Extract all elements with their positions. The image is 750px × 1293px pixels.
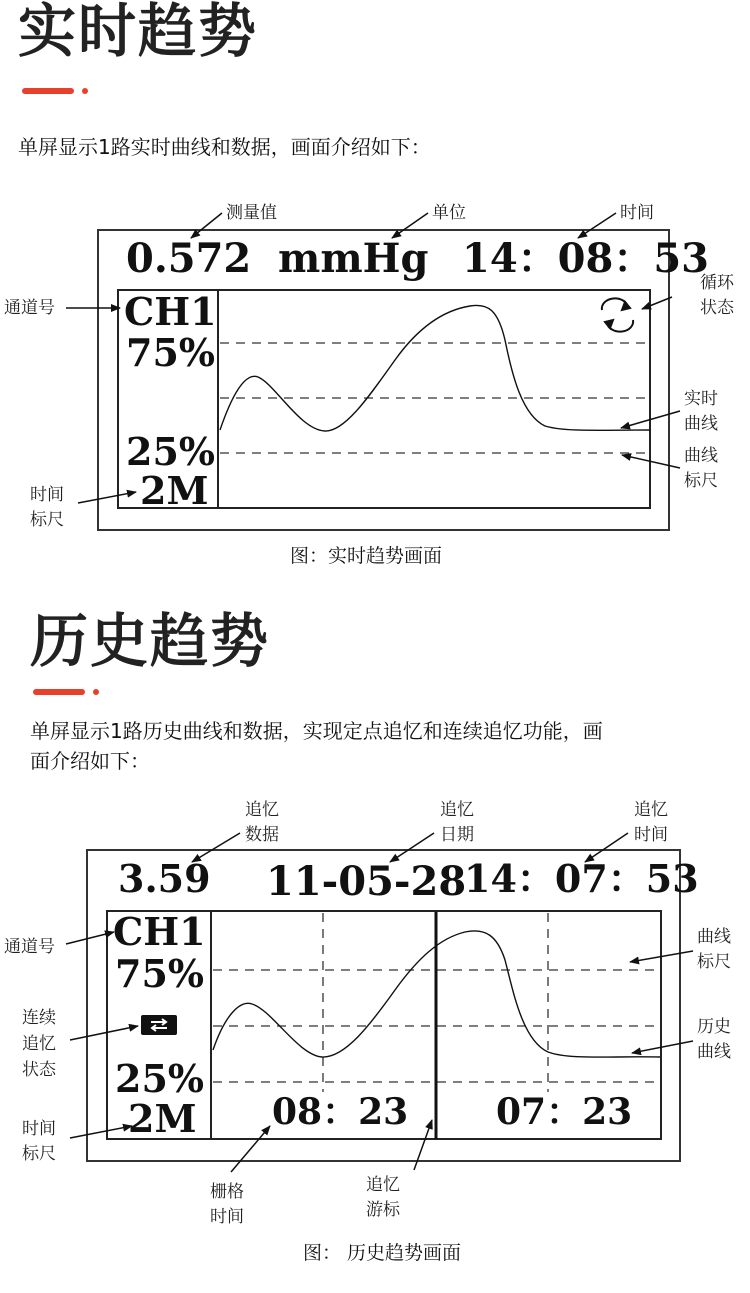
label-curve-2: 曲线 bbox=[684, 414, 718, 434]
pct-bottom: 25% bbox=[126, 429, 215, 474]
scale-grid-lines bbox=[220, 343, 650, 453]
realtime-intro: 单屏显示1路实时曲线和数据，画面介绍如下： bbox=[18, 135, 431, 159]
time-scale: 2M bbox=[128, 1096, 197, 1141]
label-cycle-1: 循环 bbox=[700, 273, 734, 293]
label-recall-data-2: 数据 bbox=[245, 825, 279, 845]
label-recall-date-1: 追忆 bbox=[440, 800, 474, 820]
label-tscale-1: 时间 bbox=[30, 485, 64, 505]
measured-value: 0.572 bbox=[126, 235, 252, 282]
history-caption: 图： 历史趋势画面 bbox=[303, 1242, 462, 1264]
label-recall-time-2: 时间 bbox=[634, 825, 668, 845]
grid-time-right: 07：23 bbox=[496, 1091, 633, 1133]
label-tscale-1: 时间 bbox=[22, 1119, 56, 1139]
history-intro-line1: 单屏显示1路历史曲线和数据，实现定点追忆和连续追忆功能，画 bbox=[30, 719, 603, 743]
label-scale-2: 标尺 bbox=[684, 471, 718, 491]
grid-time-left: 08：23 bbox=[272, 1091, 409, 1133]
label-grid-1: 栅格 bbox=[210, 1182, 244, 1202]
label-scale-2: 标尺 bbox=[697, 952, 731, 972]
label-cont-3: 状态 bbox=[22, 1060, 56, 1080]
realtime-curve bbox=[220, 305, 650, 431]
recall-time: 14：07：53 bbox=[464, 856, 699, 901]
label-tscale-2: 标尺 bbox=[30, 510, 64, 530]
recall-date: 11-05-28 bbox=[266, 858, 467, 905]
label-scale-1: 曲线 bbox=[697, 927, 731, 947]
unit-value: mmHg bbox=[278, 235, 429, 282]
label-unit: 单位 bbox=[432, 203, 466, 223]
time-scale: 2M bbox=[140, 468, 209, 513]
pct-bottom: 25% bbox=[115, 1056, 204, 1101]
label-curve-2: 曲线 bbox=[697, 1042, 731, 1062]
label-recall-data-1: 追忆 bbox=[245, 800, 279, 820]
label-measured: 测量值 bbox=[226, 203, 277, 223]
label-curve-1: 实时 bbox=[684, 389, 718, 409]
label-recall-time-1: 追忆 bbox=[634, 800, 668, 820]
recall-value: 3.59 bbox=[118, 856, 211, 901]
realtime-title: 实时趋势 bbox=[18, 0, 259, 65]
label-curve-1: 历史 bbox=[697, 1017, 731, 1037]
history-intro-line2: 面介绍如下： bbox=[30, 749, 150, 773]
realtime-caption: 图：实时趋势画面 bbox=[290, 545, 443, 567]
channel-value: CH1 bbox=[113, 909, 206, 954]
label-cycle-2: 状态 bbox=[700, 298, 734, 318]
label-cont-1: 连续 bbox=[22, 1008, 56, 1028]
channel-value: CH1 bbox=[124, 289, 217, 334]
label-cursor-2: 游标 bbox=[366, 1200, 400, 1220]
label-time: 时间 bbox=[620, 203, 654, 223]
label-scale-1: 曲线 bbox=[684, 446, 718, 466]
label-cursor-1: 追忆 bbox=[366, 1175, 400, 1195]
label-channel: 通道号 bbox=[4, 937, 55, 957]
label-channel: 通道号 bbox=[4, 298, 55, 318]
history-title: 历史趋势 bbox=[30, 607, 271, 675]
cycle-icon bbox=[602, 298, 633, 331]
label-grid-2: 时间 bbox=[210, 1207, 244, 1227]
label-recall-date-2: 日期 bbox=[440, 825, 474, 845]
label-tscale-2: 标尺 bbox=[22, 1144, 56, 1164]
time-value: 14：08：53 bbox=[462, 235, 709, 282]
pct-top: 75% bbox=[115, 951, 204, 996]
label-cont-2: 追忆 bbox=[22, 1034, 56, 1054]
pct-top: 75% bbox=[126, 330, 215, 375]
